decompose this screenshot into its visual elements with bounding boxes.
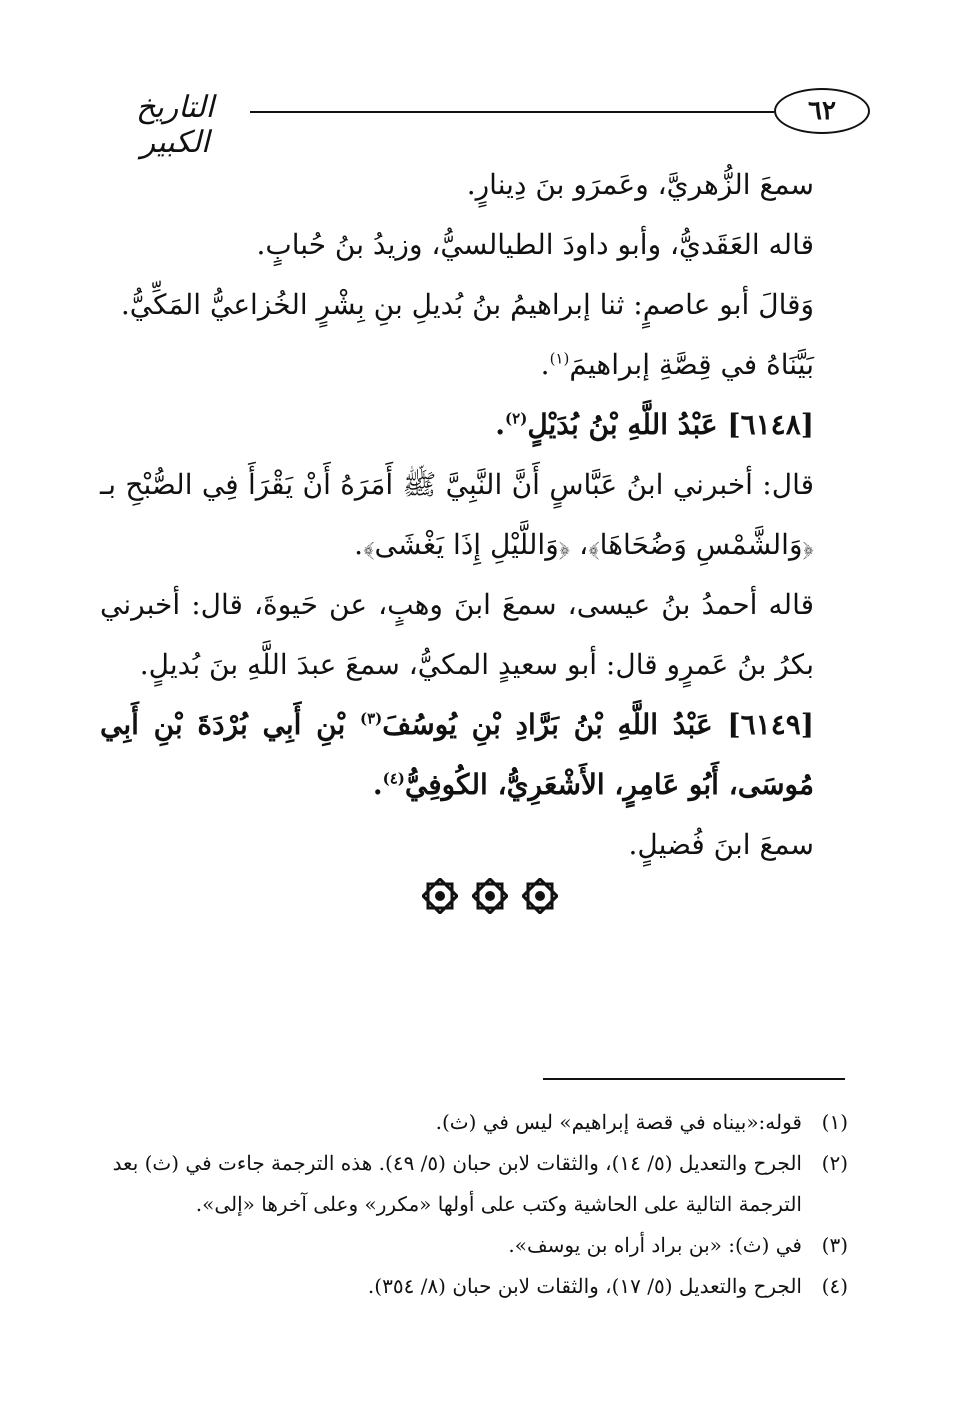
footnote-ref: (٣): [359, 709, 383, 728]
footnote-rule: [543, 1078, 845, 1080]
footnote-number: (١): [821, 1110, 848, 1134]
running-header: [100, 88, 870, 160]
paragraph: بَيَّنَاهُ في قِصَّةِ إبراهيمَ$^{(١)}$.: [540, 348, 814, 381]
footnote-number: (٣): [821, 1233, 848, 1257]
main-text: [100, 155, 870, 875]
book-title: التاريخ الكبير: [136, 90, 214, 160]
footnote-text: الجرح والتعديل (٥/ ١٧)، والثقات لابن حبان (٨/ ٣٥٤).: [367, 1274, 802, 1298]
paragraph: قال: أخبرني ابنُ عَبَّاسٍ أَنَّ النَّبِيَّ ﷺ أَمَرَهُ أَنْ يَقْرَأَ فِي الصُّبْحِ بـ ﴿وَالشَّمْسِ وَضُحَاهَا﴾، ﴿وَاللَّيْلِ إِذَا يَغْشَى﴾.: [100, 468, 814, 561]
footnote-ref: (٤): [382, 769, 405, 788]
footnote-number: (٢): [821, 1151, 848, 1175]
footnote: [100, 1225, 848, 1266]
ornament-icon: [422, 878, 458, 914]
section-ornaments: [0, 878, 979, 914]
footnote-ref: (١): [549, 349, 570, 368]
footnote: [100, 1102, 848, 1143]
ornament-icon: [522, 878, 558, 914]
paragraph: سمعَ الزُّهريَّ، وعَمرَو بنَ دِينارٍ.: [466, 168, 814, 201]
footnote-text: في (ث): «بن براد أراه بن يوسف».: [508, 1233, 802, 1257]
paragraph: وَقالَ أبو عاصمٍ: ثنا إبراهيمُ بنُ بُديلِ بنِ بِشْرٍ الخُزاعيُّ المَكِّيُّ.: [120, 288, 814, 321]
paragraph: قاله العَقَديُّ، وأبو داودَ الطيالسيُّ، وزيدُ بنُ حُبابٍ.: [256, 228, 814, 261]
footnote: [100, 1266, 848, 1307]
ornament-icon: [472, 878, 508, 914]
footnote-number: (٤): [821, 1274, 848, 1298]
footnote-ref: (٢): [505, 409, 528, 428]
entry-heading-6149: [٦١٤٩] عَبْدُ اللَّهِ بْنُ بَرَّادِ بْنِ يُوسُفَ$^{(٣)}$ بْنِ أَبِي بُرْدَةَ بْنِ أَبِي مُوسَى، أَبُو عَامِرٍ، الأَشْعَرِيُّ، الكُوفِيُّ$^{(٤)}$.: [100, 708, 815, 801]
header-rule: [250, 111, 774, 113]
footnote-text: قوله:«بيناه في قصة إبراهيم» ليس في (ث).: [435, 1110, 802, 1134]
entry-heading-6148: [٦١٤٨] عَبْدُ اللَّهِ بْنُ بُدَيْلٍ$^{(٢)}$.: [495, 408, 814, 441]
footnotes: [100, 1102, 848, 1307]
footnote: [100, 1143, 848, 1225]
footnote-text: الجرح والتعديل (٥/ ١٤)، والثقات لابن حبان (٥/ ٤٩). هذه الترجمة جاءت في (ث) بعد الترجمة التالية على الحاشية وكتب على أولها «مكرر» وعلى آخرها «إلى».: [112, 1151, 802, 1216]
page-number: ٦٢: [774, 88, 870, 134]
paragraph: قاله أحمدُ بنُ عيسى، سمعَ ابنَ وهبٍ، عن حَيوةَ، قال: أخبرني بكرُ بنُ عَمرٍو قال: أبو سعيدٍ المكيُّ، سمعَ عبدَ اللَّهِ بنَ بُديلٍ.: [100, 588, 814, 681]
paragraph: سمعَ ابنَ فُضيلٍ.: [628, 828, 814, 861]
